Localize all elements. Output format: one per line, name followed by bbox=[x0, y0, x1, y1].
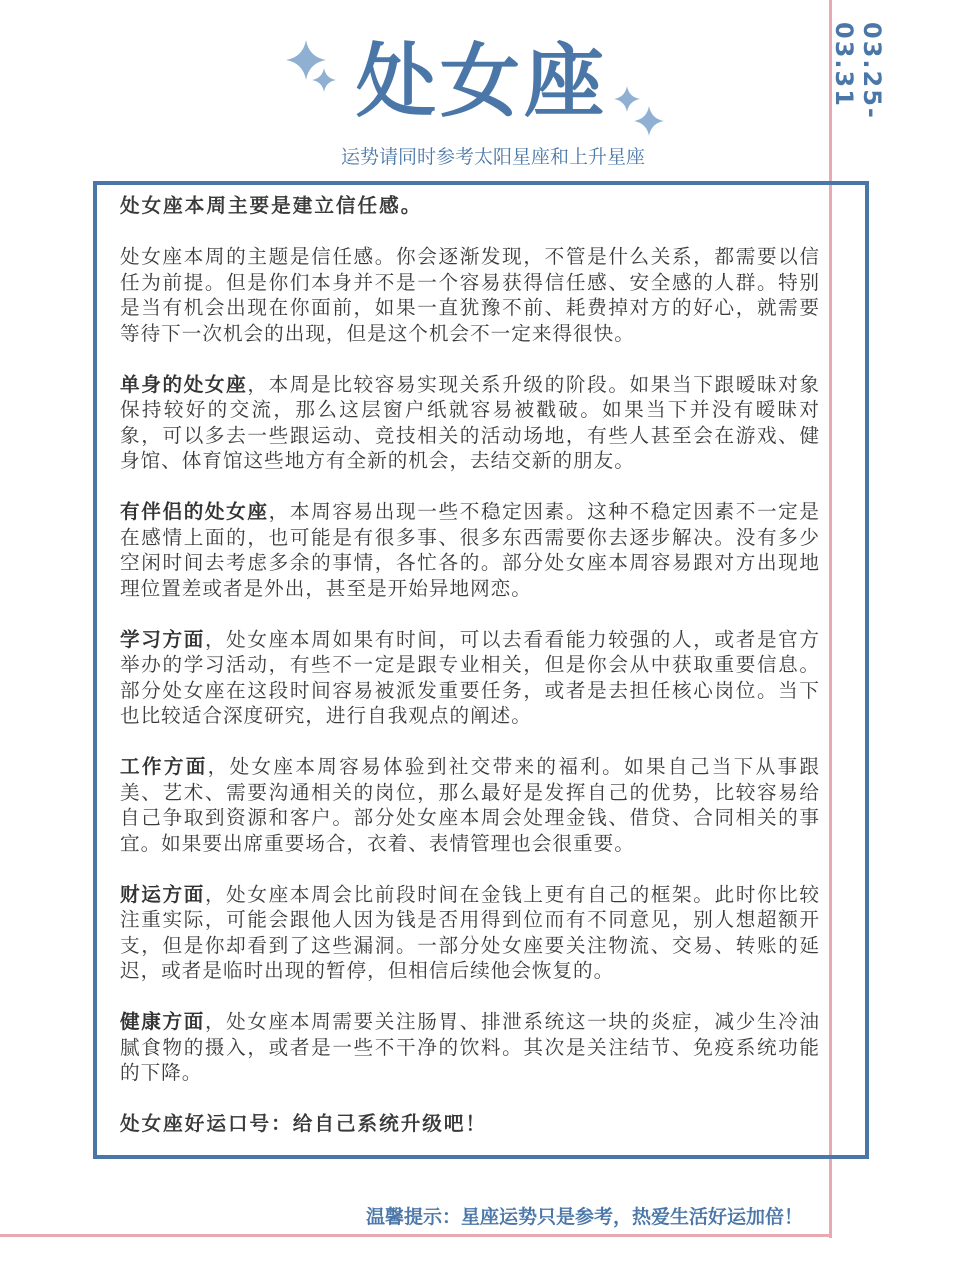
sparkle-icon bbox=[312, 68, 336, 92]
lucky-slogan: 处女座好运口号：给自己系统升级吧！ bbox=[120, 1112, 488, 1135]
section-partner bbox=[120, 499, 820, 601]
date-range: 03.25-03.31 bbox=[830, 22, 886, 120]
page-title: 处女座 bbox=[356, 35, 608, 128]
section-single bbox=[120, 372, 820, 474]
section-label: 学习方面 bbox=[120, 627, 205, 651]
section-text: ，处女座本周会比前段时间在金钱上更有自己的框架。此时你比较注重实际，可能会跟他人因为钱是否用得到位而有不同意见，别人想超额开支，但是你却看到了这些漏洞。一部分处女座要关注物流、交易、转账的延迟，或者是临时出现的暂停，但相信后续他会恢复的。 bbox=[120, 882, 821, 982]
section-health bbox=[120, 1009, 820, 1086]
section-text: ，本周容易出现一些不稳定因素。这种不稳定因素不一定是在感情上面的，也可能是有很多事、很多东西需要你去逐步解决。没有多少空闲时间去考虑多余的事情，各忙各的。部分处女座本周容易跟对方出现地理位置差或者是外出，甚至是开始异地网恋。 bbox=[120, 500, 821, 600]
section-text: ，本周是比较容易实现关系升级的阶段。如果当下跟暧昧对象保持较好的交流，那么这层窗户纸就容易被戳破。如果当下并没有暧昧对象，可以多去一些跟运动、竞技相关的活动场地，有些人甚至会在游戏、健身馆、体育馆这些地方有全新的机会，去结交新的朋友。 bbox=[120, 372, 821, 472]
article-headline: 处女座本周主要是建立信任感。 bbox=[120, 194, 423, 217]
section-label: 健康方面 bbox=[120, 1010, 205, 1033]
article-body bbox=[120, 193, 820, 1162]
subtitle: 运势请同时参考太阳星座和上升星座 bbox=[340, 146, 645, 168]
footer-tip: 温馨提示：星座运势只是参考，热爱生活好运加倍！ bbox=[366, 1206, 804, 1228]
sparkle-icon bbox=[634, 106, 664, 136]
section-wealth bbox=[120, 882, 820, 984]
article-intro: 处女座本周的主题是信任感。你会逐渐发现，不管是什么关系，都需要以信任为前提。但是你们本身并不是一个容易获得信任感、安全感的人群。特别是当有机会出现在你面前，如果一直犹豫不前、耗费掉对方的好心，就需要等待下一次机会的出现，但是这个机会不一定来得很快。 bbox=[120, 245, 820, 345]
section-text: ，处女座本周容易体验到社交带来的福利。如果自己当下从事跟美、艺术、需要沟通相关的岗位，那么最好是发挥自己的优势，比较容易给自己争取到资源和客户。部分处女座本周会处理金钱、借贷、合同相关的事宜。如果要出席重要场合，衣着、表情管理也会很重要。 bbox=[120, 755, 821, 855]
section-work bbox=[120, 754, 820, 856]
section-label: 单身的处女座 bbox=[120, 372, 248, 396]
section-label: 有伴侣的处女座 bbox=[120, 500, 269, 523]
section-text: ，处女座本周如果有时间，可以去看看能力较强的人，或者是官方举办的学习活动，有些不一定是跟专业相关，但是你会从中获取重要信息。部分处女座在这段时间容易被派发重要任务，或者是去担任核心岗位。当下也比较适合深度研究，进行自我观点的阐述。 bbox=[120, 627, 821, 727]
pink-frame-horizontal bbox=[0, 1234, 832, 1237]
section-study bbox=[120, 627, 820, 729]
section-text: ，处女座本周需要关注肠胃、排泄系统这一块的炎症，减少生冷油腻食物的摄入，或者是一些不干净的饮料。其次是关注结节、免疫系统功能的下降。 bbox=[120, 1010, 821, 1084]
section-label: 工作方面 bbox=[120, 755, 208, 778]
section-label: 财运方面 bbox=[120, 882, 205, 906]
